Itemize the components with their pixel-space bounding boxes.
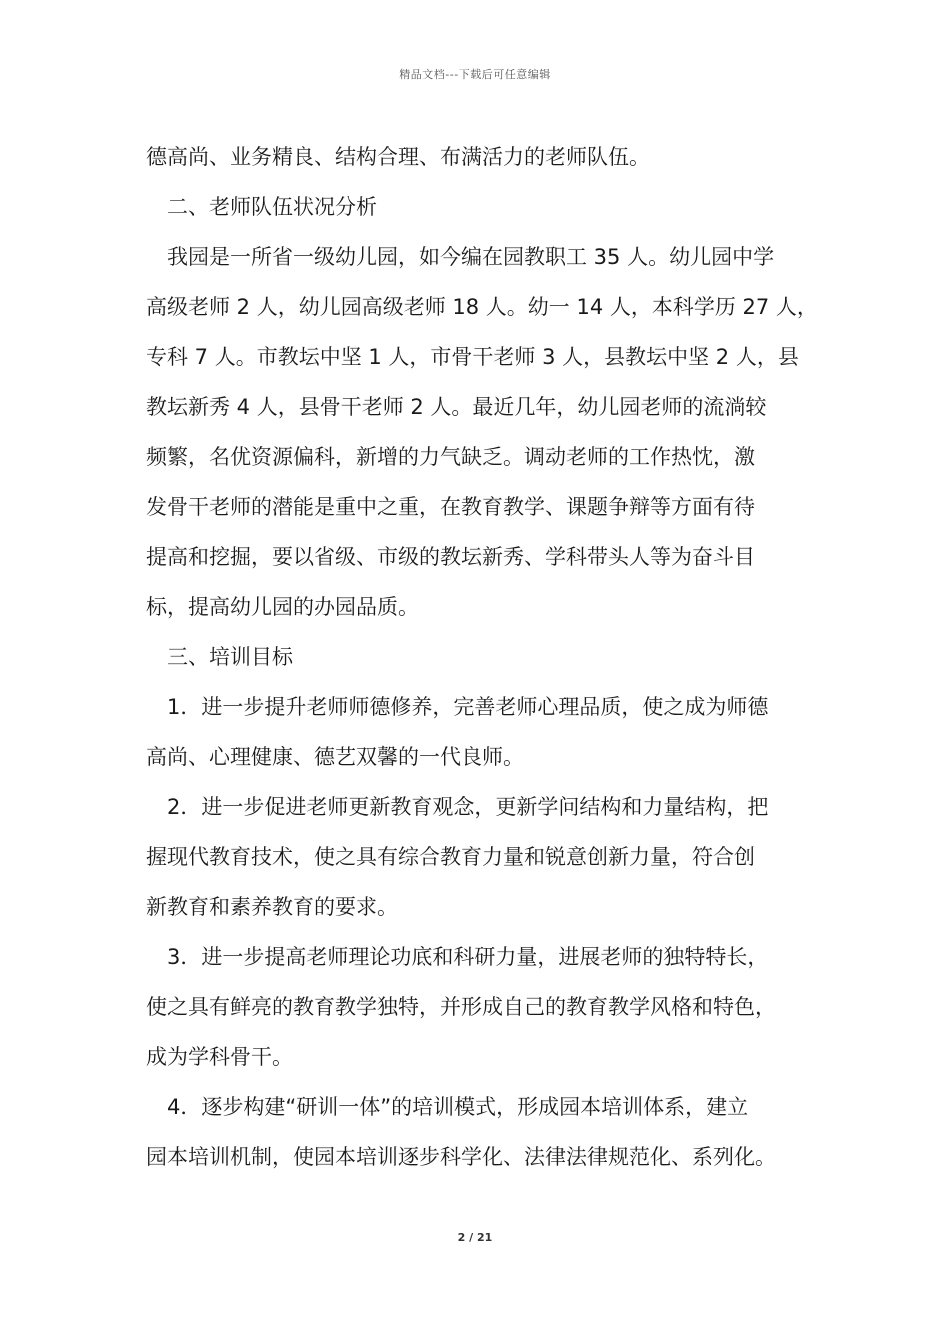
list-item-line: 高尚、心理健康、德艺双馨的一代良师。	[146, 745, 524, 769]
paragraph-line: 提高和挖掘，要以省级、市级的教坛新秀、学科带头人等为奋斗目	[146, 545, 755, 569]
paragraph-line: 专科 7 人。市教坛中坚 1 人，市骨干老师 3 人，县教坛中坚 2 人，县	[146, 345, 799, 369]
paragraph-line: 高级老师 2 人，幼儿园高级老师 18 人。幼一 14 人，本科学历 27 人，	[146, 295, 818, 319]
list-item-line: 成为学科骨干。	[146, 1045, 293, 1069]
list-item-line: 园本培训机制，使园本培训逐步科学化、法律法律规范化、系列化。	[146, 1145, 776, 1169]
list-item-line: 1．进一步提升老师师德修养，完善老师心理品质，使之成为师德	[167, 695, 769, 719]
paragraph-line: 发骨干老师的潜能是重中之重，在教育教学、课题争辩等方面有待	[146, 495, 755, 519]
list-item-line: 使之具有鲜亮的教育教学独特，并形成自己的教育教学风格和特色，	[146, 995, 776, 1019]
paragraph-line: 德高尚、业务精良、结构合理、布满活力的老师队伍。	[146, 145, 650, 169]
document-body	[146, 132, 826, 1182]
list-item-line: 4．逐步构建“研训一体”的培训模式，形成园本培训体系，建立	[167, 1095, 749, 1119]
list-item-line: 2．进一步促进老师更新教育观念，更新学问结构和力量结构，把	[167, 795, 769, 819]
paragraph-line: 频繁，名优资源偏科，新增的力气缺乏。调动老师的工作热忱，激	[146, 445, 755, 469]
page-number: 2 / 21	[457, 1231, 493, 1244]
paragraph-line: 标，提高幼儿园的办园品质。	[146, 595, 419, 619]
paragraph-line: 我园是一所省一级幼儿园，如今编在园教职工 35 人。幼儿园中学	[167, 245, 775, 269]
list-item-line: 3．进一步提高老师理论功底和科研力量，进展老师的独特特长，	[167, 945, 769, 969]
section-heading: 二、老师队伍状况分析	[167, 195, 377, 219]
list-item-line: 新教育和素养教育的要求。	[146, 895, 398, 919]
paragraph-line: 教坛新秀 4 人，县骨干老师 2 人。最近几年，幼儿园老师的流淌较	[146, 395, 767, 419]
list-item-line: 握现代教育技术，使之具有综合教育力量和锐意创新力量，符合创	[146, 845, 755, 869]
page-header: 精品文档---下载后可任意编辑	[399, 68, 551, 81]
section-heading: 三、培训目标	[167, 645, 293, 669]
